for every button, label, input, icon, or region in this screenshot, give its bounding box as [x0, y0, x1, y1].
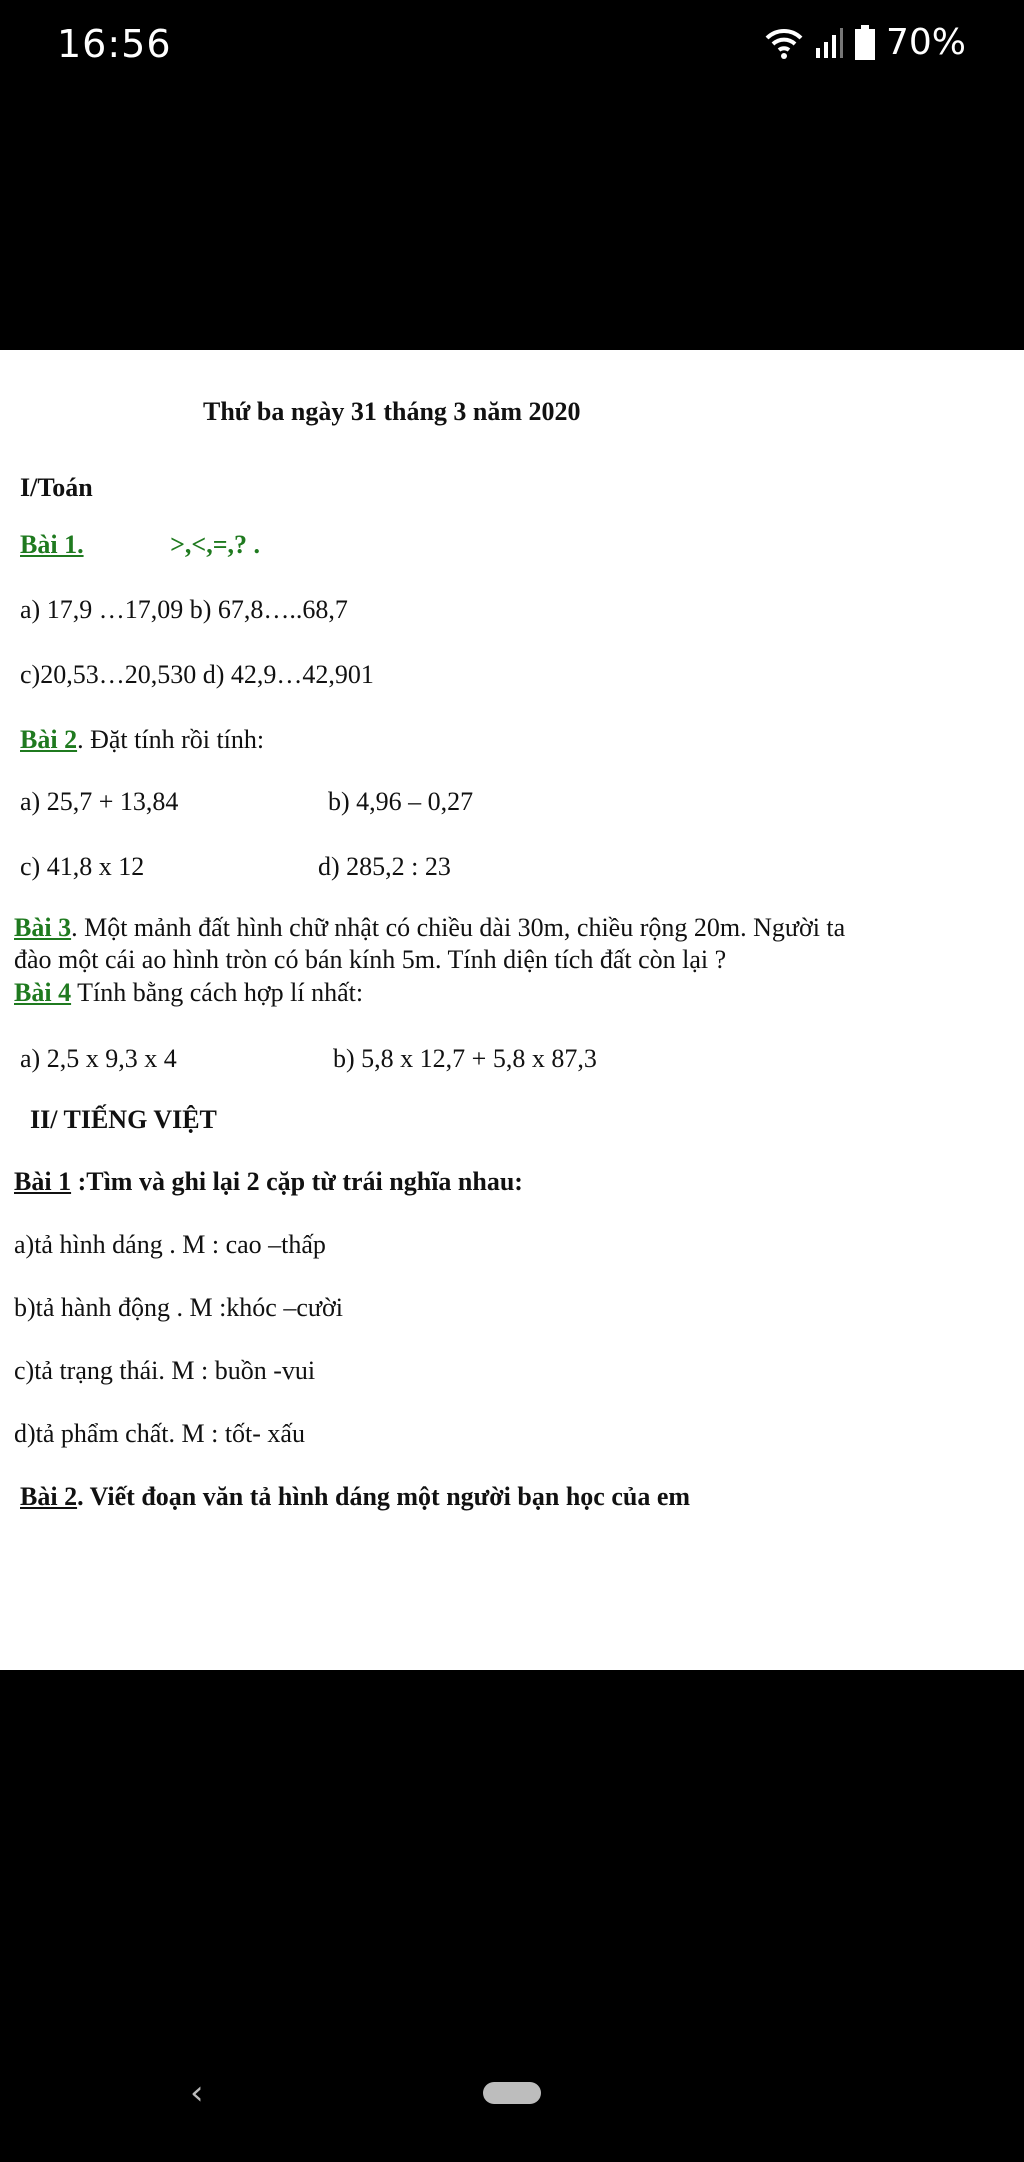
bai2-c: c) 41,8 x 12 [20, 852, 145, 881]
tv-bai1-label: Bài 1 [14, 1167, 72, 1196]
vietnamese-heading: II/ TIẾNG VIỆT [30, 1105, 217, 1134]
bai4-title: Tính bằng cách hợp lí nhất: [71, 978, 364, 1007]
bai4-b: b) 5,8 x 12,7 + 5,8 x 87,3 [333, 1044, 597, 1073]
bai2-label: Bài 2 [20, 725, 78, 754]
tv-bai2-label: Bài 2 [20, 1482, 78, 1511]
bai3-line2: đào một cái ao hình tròn có bán kính 5m. Tính diện tích đất còn lại ? [14, 945, 727, 974]
bai1-prompt: >,<,=,? . [170, 530, 261, 559]
back-button[interactable]: ‹ [190, 2073, 204, 2113]
bai2-b: b) 4,96 – 0,27 [328, 787, 474, 816]
tv-bai2-heading [20, 1482, 690, 1512]
signal-icon [814, 26, 844, 60]
tv-bai1-item-b: b)tả hành động . M :khóc –cười [14, 1293, 343, 1322]
battery-icon [854, 25, 876, 61]
status-bar [0, 0, 1024, 90]
bai4-heading [14, 978, 363, 1008]
bai3-line1 [14, 913, 845, 943]
document-page [0, 350, 1024, 1670]
bai1-line1: a) 17,9 …17,09 b) 67,8…..68,7 [20, 595, 348, 624]
bai2-d: d) 285,2 : 23 [318, 852, 451, 881]
bai1-label: Bài 1. [20, 530, 84, 559]
tv-bai1-item-a: a)tả hình dáng . M : cao –thấp [14, 1230, 326, 1259]
bai1-line2: c)20,53…20,530 d) 42,9…42,901 [20, 660, 374, 689]
bai4-label: Bài 4 [14, 978, 72, 1007]
bai1-heading [20, 530, 260, 560]
clock: 16:56 [57, 22, 172, 66]
bai3-text1: . Một mảnh đất hình chữ nhật có chiều dài 30m, chiều rộng 20m. Người ta [71, 913, 846, 942]
battery-percent: 70% [885, 22, 966, 63]
date-line: Thứ ba ngày 31 tháng 3 năm 2020 [203, 397, 581, 426]
bai2-a: a) 25,7 + 13,84 [20, 787, 179, 816]
tv-bai1-item-c: c)tả trạng thái. M : buồn -vui [14, 1356, 316, 1385]
tv-bai1-item-d: d)tả phẩm chất. M : tốt- xấu [14, 1419, 305, 1448]
tv-bai2-title: . Viết đoạn văn tả hình dáng một người bạn học của em [77, 1482, 691, 1511]
bai4-a: a) 2,5 x 9,3 x 4 [20, 1044, 177, 1073]
bai3-label: Bài 3 [14, 913, 72, 942]
home-button[interactable] [483, 2082, 541, 2104]
tv-bai1-heading [14, 1167, 523, 1197]
wifi-icon [764, 26, 804, 60]
tv-bai1-title: :Tìm và ghi lại 2 cặp từ trái nghĩa nhau: [71, 1167, 523, 1196]
status-icons [764, 22, 966, 63]
math-heading: I/Toán [20, 473, 93, 502]
bai2-heading [20, 725, 264, 755]
bai2-title: . Đặt tính rồi tính: [77, 725, 265, 754]
